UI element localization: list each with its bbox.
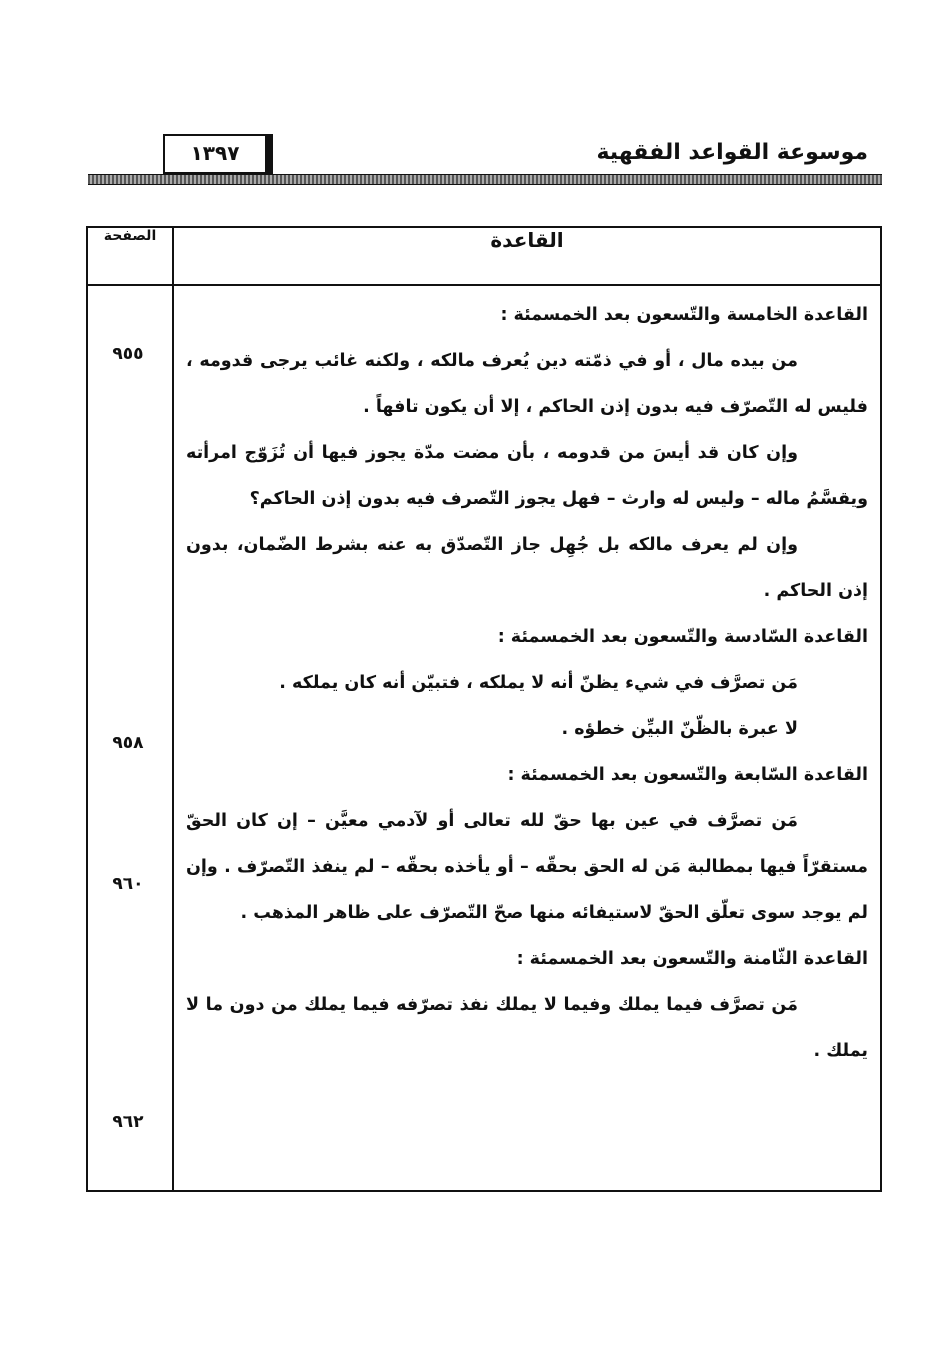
rule-heading: القاعدة الثّامنة والتّسعون بعد الخمسمئة : [516, 949, 868, 969]
page-ref: ٩٥٨ [112, 733, 144, 753]
rule-paragraph: مَن تصرَّف في شيء يظنّ أنه لا يملكه ، فتبيّن أنه كان يملكه . [279, 673, 798, 693]
rules-table [86, 226, 882, 1192]
rules-text [174, 292, 880, 1074]
rule-paragraph: مَن تصرَّف في عين بها حقّ لله تعالى أو لآدمي معيَّن – إن كان الحقّ مستقرّاً فيها بمطالبة مَن له الحق بحقّه – أو يأخذه بحقّه – لم ينفذ التّصرّف . وإن لم يوجد سوى تعلّق الحقّ لاستيفائه منها صحّ التّصرّف على ظاهر المذهب . [186, 811, 868, 923]
page-column-header: الصفحة [87, 227, 173, 285]
page-ref: ٩٦٢ [112, 1112, 144, 1132]
header-rule [88, 174, 882, 185]
rule-paragraph: وإن كان قد أيسَ من قدومه ، بأن مضت مدّة يجوز فيها أن تُزَوّج امرأته ويقسَّمُ ماله – وليس له وارث – فهل يجوز التّصرف فيه بدون إذن الحاكم؟ [186, 443, 868, 509]
book-title: موسوعة القواعد الفقهية [596, 140, 868, 165]
rule-heading: القاعدة الخامسة والتّسعون بعد الخمسمئة : [500, 305, 868, 325]
page-ref: ٩٥٥ [112, 344, 144, 364]
rule-paragraph: وإن لم يعرف مالكه بل جُهِل جاز التّصدّق به عنه بشرط الضّمان، بدون إذن الحاكم . [186, 535, 868, 601]
page-header [88, 130, 882, 186]
rule-heading: القاعدة السّادسة والتّسعون بعد الخمسمئة : [497, 627, 868, 647]
rules-content-cell [173, 285, 881, 1191]
rule-paragraph: مَن تصرَّف فيما يملك وفيما لا يملك نفذ تصرّفه فيما يملك من دون ما لا يملك . [186, 995, 868, 1061]
rule-column-header: القاعدة [173, 227, 881, 285]
table-header-row [87, 227, 881, 285]
page-number-box: ١٣٩٧ [163, 134, 273, 174]
page-ref: ٩٦٠ [112, 874, 144, 894]
table-body-row [87, 285, 881, 1191]
rule-heading: القاعدة السّابعة والتّسعون بعد الخمسمئة : [507, 765, 868, 785]
rule-paragraph: لا عبرة بالظّنّ البيِّن خطؤه . [561, 719, 798, 739]
rule-paragraph: من بيده مال ، أو في ذمّته دين يُعرف مالكه ، ولكنه غائب يرجى قدومه ، فليس له التّصرّف فيه بدون إذن الحاكم ، إلا أن يكون تافهاً . [186, 351, 868, 417]
